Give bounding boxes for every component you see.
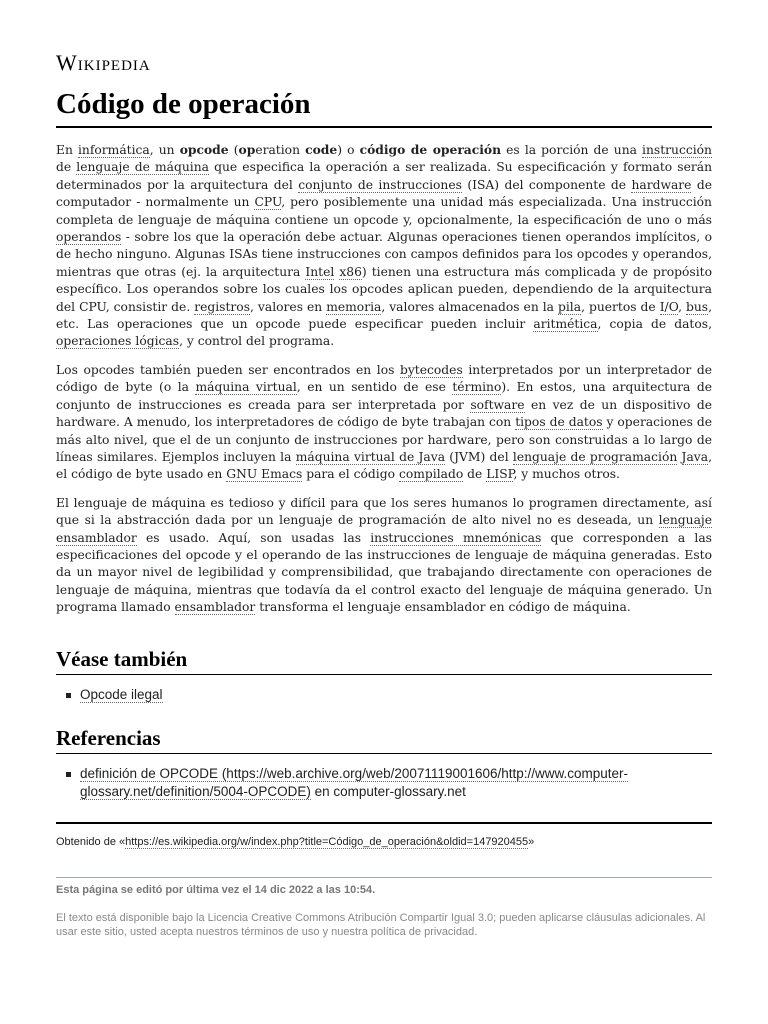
bold-text: código de operación: [359, 142, 502, 157]
link[interactable]: https://es.wikipedia.org/w/index.php?title=Código_de_operación&oldid=147920455: [125, 836, 529, 848]
link[interactable]: operandos: [56, 230, 122, 245]
text: , puertos de: [581, 299, 660, 314]
text: Los opcodes también pueden ser encontrados en los: [56, 362, 400, 377]
text: , pero posiblemente una unidad más especializada. Una instrucción completa de lenguaje de máquina contiene un opcode y, opcionalmente, la especificación de uno o más: [56, 195, 712, 227]
list-item: [56, 765, 712, 801]
text: , y control del programa.: [179, 334, 335, 349]
link[interactable]: GNU Emacs: [226, 467, 303, 482]
text: en computer-glossary.net: [310, 784, 466, 799]
link[interactable]: CPU: [254, 195, 282, 210]
link[interactable]: lenguaje de máquina: [76, 160, 209, 175]
link[interactable]: LISP: [486, 467, 514, 482]
paragraph-1: [56, 141, 712, 351]
text: [677, 450, 681, 464]
article-body: [56, 141, 712, 628]
link[interactable]: lenguaje de programación: [512, 449, 678, 464]
bullet-icon: [66, 772, 71, 777]
list-item: [56, 686, 712, 704]
text: que especifica la operación a ser realizada. Su especificación y formato serán determinados por la arquitectura del: [56, 160, 712, 192]
see-also-item: [80, 687, 163, 703]
bold-text: op: [238, 142, 256, 157]
wikipedia-logo[interactable]: Wikipedia: [56, 50, 151, 75]
link[interactable]: registros: [194, 299, 251, 314]
license-text: El texto está disponible bajo la Licencia Creative Commons Atribución Compartir Igual 3.0; pueden aplicarse cláusulas adicionales. Al usar este sitio, usted acepta nuestros términos de uso y nuestra política de privacidad.: [56, 912, 706, 938]
link[interactable]: bytecodes: [399, 362, 463, 377]
text: ). En estos, una arquitectura de conjunto de instrucciones es creada para ser interpretada por: [56, 380, 712, 412]
bold-text: code: [305, 142, 338, 157]
references-list: [56, 765, 712, 801]
link[interactable]: I/O: [659, 299, 679, 314]
text: »: [528, 836, 535, 848]
see-also-heading: Véase también: [56, 646, 712, 675]
page-title: Código de operación: [56, 86, 712, 128]
link[interactable]: Intel: [305, 264, 335, 279]
link[interactable]: memoria: [326, 299, 382, 314]
link[interactable]: tipos de datos: [515, 415, 603, 430]
footer-divider: [56, 822, 712, 824]
link[interactable]: bus: [685, 299, 709, 314]
link[interactable]: término: [452, 380, 502, 395]
text: , y muchos otros.: [513, 467, 620, 482]
text: transforma el lenguaje ensamblador en código de máquina.: [255, 600, 631, 615]
text: En: [56, 143, 78, 157]
text: , etc. Las operaciones que un opcode puede especificar pueden incluir: [56, 299, 712, 332]
link[interactable]: informática: [77, 143, 150, 157]
link[interactable]: pila: [557, 299, 582, 314]
link[interactable]: lenguaje ensamblador: [56, 513, 712, 545]
link[interactable]: compilado: [398, 467, 464, 482]
link[interactable]: Java: [681, 449, 709, 464]
last-edited: Esta página se editó por última vez el 14 dic 2022 a las 10:54.: [56, 884, 376, 896]
reference-item: [80, 766, 628, 800]
link[interactable]: instrucción: [642, 143, 712, 157]
footer-divider-thin: [56, 877, 712, 878]
text: (: [228, 143, 239, 157]
bold-text: opcode: [179, 142, 229, 157]
link[interactable]: software: [470, 397, 525, 412]
link[interactable]: máquina virtual de Java: [295, 449, 446, 464]
text: eration: [255, 143, 306, 157]
text: El lenguaje de máquina es tedioso y difícil para que los seres humanos lo programen directamente, así que si la abstracción dada por un lenguaje de programación de alto nivel no es deseada, un: [56, 495, 712, 528]
text: para el código: [302, 467, 399, 482]
text: que corresponden a las especificaciones del opcode y el operando de las instrucciones de lenguaje de máquina generadas. Esto da un mayor nivel de legibilidad y comprensibilidad, que trabajando directamente con operaciones de lenguaje de máquina, mientras que todavía da el control exacto del lenguaje de máquina generado. Un programa llamado: [56, 530, 712, 615]
text: , un: [149, 143, 180, 157]
text: interpretados por un interpretador de código de byte (o la: [56, 362, 712, 395]
paragraph-2: [56, 362, 712, 484]
text: de: [463, 467, 487, 482]
bullet-icon: [66, 693, 71, 698]
text: ) tienen una estructura más complicada y de propósito específico. Los operandos sobre los cuales los opcodes aplican pueden, dependiendo de la arquitectura del CPU, consistir de.: [56, 264, 712, 314]
text: , copia de datos,: [597, 317, 712, 332]
text: , el código de byte usado en: [56, 449, 712, 482]
references-heading: Referencias: [56, 725, 712, 754]
link[interactable]: operaciones lógicas: [56, 334, 180, 349]
text: ) o: [337, 143, 360, 157]
link[interactable]: Opcode ilegal: [80, 687, 163, 702]
link[interactable]: x86: [339, 264, 362, 279]
link[interactable]: definición de OPCODE (https://web.archive.org/web/20071119001606/http://www.computer-glossary.net/definition/5004-OPCODE): [80, 766, 629, 799]
text: , en un sentido de ese: [296, 380, 453, 395]
link[interactable]: máquina virtual: [195, 380, 297, 395]
text: de computador - normalmente un: [56, 177, 712, 210]
link[interactable]: hardware: [631, 177, 692, 192]
paragraph-3: [56, 495, 712, 617]
see-also-list: [56, 686, 712, 704]
link[interactable]: instrucciones mnemónicas: [370, 530, 542, 545]
text: y operaciones de más alto nivel, que el de un conjunto de instrucciones por hardware, pero son construidas a lo largo de líneas similares. Ejemplos incluyen la: [56, 415, 712, 464]
link[interactable]: aritmética: [533, 317, 598, 332]
retrieved-from: [56, 836, 712, 848]
text: (ISA) del componente de: [461, 177, 632, 192]
text: de: [56, 160, 77, 175]
text: en vez de un dispositivo de hardware. A menudo, los interpretadores de código de byte trabajan con: [56, 397, 712, 430]
text: - sobre los que la operación debe actuar. Algunas operaciones tienen operandos implícitos, o de hecho ninguno. Algunas ISAs tiene instrucciones con campos definidos para los opcodes y operandos, mientras que otras (ej. la arquitectura: [56, 230, 712, 279]
text: , valores almacenados en la: [381, 299, 558, 314]
text: , valores en: [250, 299, 327, 314]
text: (JVM) del: [445, 449, 513, 464]
text: Obtenido de «: [56, 836, 126, 848]
link[interactable]: conjunto de instrucciones: [298, 177, 462, 192]
link[interactable]: ensamblador: [174, 600, 256, 615]
text: es usado. Aquí, son usadas las: [136, 530, 371, 545]
text: ,: [678, 299, 686, 314]
text: es la porción de una: [501, 143, 643, 157]
